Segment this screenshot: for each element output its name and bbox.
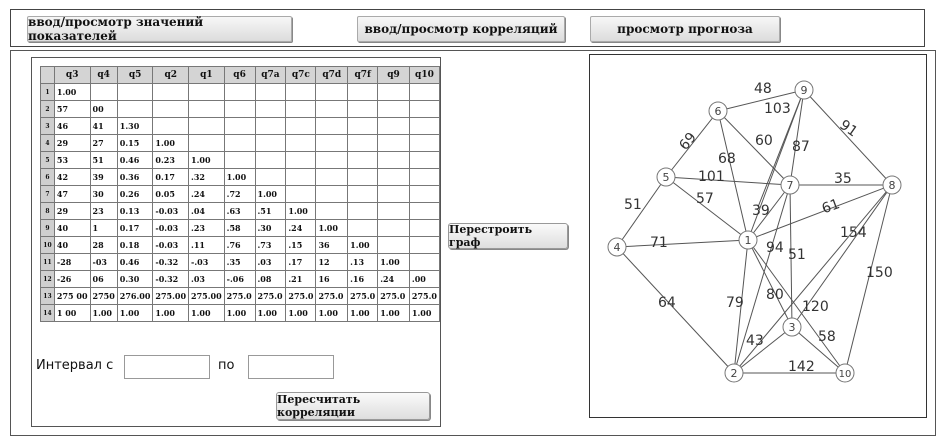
tab-indicator-values[interactable]: ввод/просмотр значений показателей bbox=[27, 16, 292, 42]
table-cell[interactable]: .04 bbox=[189, 203, 225, 220]
table-cell[interactable]: .16 bbox=[348, 271, 378, 288]
table-cell[interactable]: -.03 bbox=[189, 254, 225, 271]
node-label: 6 bbox=[714, 105, 722, 118]
table-cell[interactable]: 36 bbox=[316, 237, 348, 254]
table-cell[interactable]: .63 bbox=[224, 203, 255, 220]
interval-to-input[interactable] bbox=[248, 355, 334, 379]
edge-label: 57 bbox=[696, 191, 714, 207]
table-row bbox=[41, 203, 440, 220]
row-header[interactable]: 3 bbox=[41, 118, 55, 135]
column-header[interactable]: q7d bbox=[316, 67, 348, 84]
edge-label: 80 bbox=[766, 287, 784, 303]
row-header[interactable]: 1 bbox=[41, 84, 55, 101]
edge-label: 150 bbox=[866, 265, 893, 281]
table-cell[interactable] bbox=[316, 203, 348, 220]
table-cell[interactable]: 1.30 bbox=[117, 118, 153, 135]
graph-node-6[interactable] bbox=[709, 102, 727, 120]
table-cell[interactable] bbox=[286, 84, 316, 101]
table-cell[interactable]: 1.00 bbox=[90, 305, 117, 322]
column-header[interactable]: q5 bbox=[117, 67, 153, 84]
table-cell[interactable] bbox=[409, 152, 439, 169]
row-header[interactable]: 10 bbox=[41, 237, 55, 254]
table-row bbox=[41, 101, 440, 118]
table-cell[interactable]: 1.00 bbox=[286, 305, 316, 322]
table-cell[interactable] bbox=[255, 101, 286, 118]
table-cell[interactable]: 1.00 bbox=[348, 305, 378, 322]
table-cell[interactable]: 0.46 bbox=[117, 152, 153, 169]
node-label: 2 bbox=[730, 367, 738, 380]
table-cell[interactable]: -0.03 bbox=[153, 237, 189, 254]
table-row bbox=[41, 186, 440, 203]
table-cell[interactable] bbox=[409, 169, 439, 186]
table-cell[interactable]: .32 bbox=[189, 169, 225, 186]
table-cell[interactable]: 275.0 bbox=[348, 288, 378, 305]
graph-node-10[interactable] bbox=[836, 364, 854, 382]
row-header[interactable]: 14 bbox=[41, 305, 55, 322]
table-cell[interactable]: -0.32 bbox=[153, 271, 189, 288]
table-cell[interactable]: 47 bbox=[54, 186, 90, 203]
edge-label: 61 bbox=[819, 196, 842, 218]
table-cell[interactable] bbox=[378, 152, 410, 169]
table-cell[interactable]: 41 bbox=[90, 118, 117, 135]
table-cell[interactable]: 1 bbox=[90, 220, 117, 237]
table-cell[interactable] bbox=[348, 118, 378, 135]
column-header[interactable]: q1 bbox=[189, 67, 225, 84]
table-cell[interactable] bbox=[90, 84, 117, 101]
table-cell[interactable] bbox=[409, 237, 439, 254]
node-label: 5 bbox=[662, 171, 670, 184]
table-cell[interactable]: 0.05 bbox=[153, 186, 189, 203]
table-row bbox=[41, 118, 440, 135]
table-cell[interactable]: 275.0 bbox=[224, 288, 255, 305]
edge-6-7 bbox=[718, 111, 790, 185]
table-cell[interactable]: 1.00 bbox=[286, 203, 316, 220]
table-row bbox=[41, 135, 440, 152]
column-header[interactable]: q7c bbox=[286, 67, 316, 84]
table-cell[interactable]: 1.00 bbox=[189, 152, 225, 169]
edge-label: 91 bbox=[836, 117, 861, 141]
edge-label: 48 bbox=[754, 81, 772, 97]
table-cell[interactable]: .03 bbox=[189, 271, 225, 288]
main-panel bbox=[10, 50, 936, 436]
row-header[interactable]: 2 bbox=[41, 101, 55, 118]
edge-label: 51 bbox=[624, 197, 642, 213]
table-cell[interactable]: -.06 bbox=[224, 271, 255, 288]
edge-label: 68 bbox=[718, 151, 736, 167]
table-cell[interactable] bbox=[348, 186, 378, 203]
table-cell[interactable]: 1.00 bbox=[153, 305, 189, 322]
table-cell[interactable] bbox=[378, 84, 410, 101]
correlation-panel bbox=[31, 57, 441, 427]
table-cell[interactable] bbox=[286, 169, 316, 186]
edge-label: 69 bbox=[676, 129, 700, 154]
node-label: 3 bbox=[788, 321, 796, 334]
table-cell[interactable] bbox=[378, 220, 410, 237]
table-cell[interactable] bbox=[255, 84, 286, 101]
table-cell[interactable]: 42 bbox=[54, 169, 90, 186]
table-row bbox=[41, 254, 440, 271]
table-cell[interactable] bbox=[189, 135, 225, 152]
edge-label: 120 bbox=[802, 299, 829, 315]
table-cell[interactable] bbox=[378, 135, 410, 152]
edge-label: 43 bbox=[746, 333, 764, 349]
table-cell[interactable]: 1.00 bbox=[224, 305, 255, 322]
table-cell[interactable] bbox=[286, 101, 316, 118]
table-cell[interactable] bbox=[316, 135, 348, 152]
table-cell[interactable]: 1.00 bbox=[378, 305, 410, 322]
table-cell[interactable]: 275.00 bbox=[153, 288, 189, 305]
table-row bbox=[41, 152, 440, 169]
edge-labels bbox=[624, 81, 893, 375]
table-cell[interactable]: 1.00 bbox=[255, 305, 286, 322]
table-cell[interactable] bbox=[348, 84, 378, 101]
table-cell[interactable]: .24 bbox=[189, 186, 225, 203]
graph-node-1[interactable] bbox=[739, 231, 757, 249]
table-cell[interactable]: -26 bbox=[54, 271, 90, 288]
table-cell[interactable]: 23 bbox=[90, 203, 117, 220]
table-cell[interactable]: 275.0 bbox=[286, 288, 316, 305]
table-row bbox=[41, 169, 440, 186]
column-header[interactable]: q7f bbox=[348, 67, 378, 84]
column-header[interactable]: q7a bbox=[255, 67, 286, 84]
edge-label: 39 bbox=[752, 203, 770, 219]
table-cell[interactable] bbox=[378, 169, 410, 186]
table-cell[interactable] bbox=[409, 101, 439, 118]
table-cell[interactable] bbox=[316, 152, 348, 169]
table-cell[interactable]: 28 bbox=[90, 237, 117, 254]
table-cell[interactable]: 51 bbox=[90, 152, 117, 169]
edge-label: 51 bbox=[788, 247, 806, 263]
tab-forecast[interactable]: просмотр прогноза bbox=[590, 16, 780, 42]
table-cell[interactable] bbox=[255, 118, 286, 135]
node-label: 9 bbox=[800, 84, 808, 97]
table-cell[interactable] bbox=[409, 186, 439, 203]
column-header[interactable]: q6 bbox=[224, 67, 255, 84]
table-cell[interactable] bbox=[286, 118, 316, 135]
edge-label: 64 bbox=[658, 295, 676, 311]
table-cell[interactable]: 16 bbox=[316, 271, 348, 288]
table-cell[interactable] bbox=[224, 152, 255, 169]
rebuild-graph-button[interactable]: Перестроить граф bbox=[448, 223, 568, 249]
row-header[interactable]: 13 bbox=[41, 288, 55, 305]
table-cell[interactable]: 1.00 bbox=[224, 169, 255, 186]
table-cell[interactable]: 0.17 bbox=[153, 169, 189, 186]
table-cell[interactable] bbox=[378, 101, 410, 118]
table-cell[interactable] bbox=[348, 135, 378, 152]
table-cell[interactable]: .00 bbox=[409, 271, 439, 288]
table-cell[interactable] bbox=[153, 118, 189, 135]
table-cell[interactable]: .24 bbox=[378, 271, 410, 288]
table-cell[interactable]: 0.15 bbox=[117, 135, 153, 152]
table-cell[interactable]: .21 bbox=[286, 271, 316, 288]
table-cell[interactable] bbox=[378, 237, 410, 254]
column-header[interactable]: q2 bbox=[153, 67, 189, 84]
interval-to-label: по bbox=[218, 358, 235, 373]
column-header[interactable]: q10 bbox=[409, 67, 439, 84]
table-cell[interactable]: .76 bbox=[224, 237, 255, 254]
table-cell[interactable]: .13 bbox=[348, 254, 378, 271]
table-cell[interactable]: 0.17 bbox=[117, 220, 153, 237]
edge-9-7 bbox=[790, 90, 804, 185]
table-cell[interactable]: 06 bbox=[90, 271, 117, 288]
table-cell[interactable]: 1.00 bbox=[378, 254, 410, 271]
table-cell[interactable]: 275.0 bbox=[255, 288, 286, 305]
table-cell[interactable] bbox=[409, 135, 439, 152]
column-header[interactable]: q9 bbox=[378, 67, 410, 84]
table-cell[interactable] bbox=[348, 101, 378, 118]
row-header[interactable]: 11 bbox=[41, 254, 55, 271]
recalc-correlations-button[interactable]: Пересчитать корреляции bbox=[276, 392, 430, 420]
table-cell[interactable]: 1.00 bbox=[117, 305, 153, 322]
graph-node-2[interactable] bbox=[725, 364, 743, 382]
tab-correlations[interactable]: ввод/просмотр корреляций bbox=[357, 16, 565, 42]
table-cell[interactable]: .17 bbox=[286, 254, 316, 271]
table-cell[interactable] bbox=[378, 118, 410, 135]
table-cell[interactable] bbox=[189, 84, 225, 101]
table-cell[interactable]: 275 00 bbox=[54, 288, 90, 305]
table-cell[interactable]: 1.00 bbox=[54, 84, 90, 101]
row-header[interactable]: 5 bbox=[41, 152, 55, 169]
table-cell[interactable]: .03 bbox=[255, 254, 286, 271]
table-cell[interactable]: 1.00 bbox=[348, 237, 378, 254]
table-cell[interactable] bbox=[409, 254, 439, 271]
graph-node-4[interactable] bbox=[608, 238, 626, 256]
row-header[interactable]: 7 bbox=[41, 186, 55, 203]
top-toolbar bbox=[10, 9, 925, 47]
table-cell[interactable] bbox=[153, 84, 189, 101]
table-cell[interactable] bbox=[348, 169, 378, 186]
column-header[interactable]: q3 bbox=[54, 67, 90, 84]
table-cell[interactable] bbox=[316, 169, 348, 186]
table-cell[interactable]: 00 bbox=[90, 101, 117, 118]
table-cell[interactable]: .23 bbox=[189, 220, 225, 237]
table-row bbox=[41, 288, 440, 305]
table-cell[interactable]: 0.13 bbox=[117, 203, 153, 220]
table-cell[interactable]: -0.32 bbox=[153, 254, 189, 271]
table-cell[interactable]: 0.30 bbox=[117, 271, 153, 288]
table-row bbox=[41, 84, 440, 101]
table-cell[interactable]: 1.00 bbox=[255, 186, 286, 203]
table-cell[interactable]: 0.46 bbox=[117, 254, 153, 271]
interval-from-label: Интервал с bbox=[36, 358, 114, 373]
table-cell[interactable]: 1.00 bbox=[153, 135, 189, 152]
table-cell[interactable]: 1.00 bbox=[316, 220, 348, 237]
correlation-table[interactable] bbox=[40, 66, 440, 322]
table-cell[interactable]: 1.00 bbox=[409, 305, 439, 322]
table-cell[interactable] bbox=[286, 135, 316, 152]
table-cell[interactable] bbox=[348, 203, 378, 220]
table-row bbox=[41, 305, 440, 322]
table-cell[interactable] bbox=[117, 84, 153, 101]
table-cell[interactable]: -0.03 bbox=[153, 220, 189, 237]
table-cell[interactable] bbox=[255, 135, 286, 152]
table-cell[interactable]: -03 bbox=[90, 254, 117, 271]
table-cell[interactable]: .30 bbox=[255, 220, 286, 237]
table-cell[interactable] bbox=[224, 101, 255, 118]
table-cell[interactable]: 53 bbox=[54, 152, 90, 169]
graph-node-5[interactable] bbox=[657, 168, 675, 186]
table-cell[interactable]: .72 bbox=[224, 186, 255, 203]
graph-node-7[interactable] bbox=[781, 176, 799, 194]
table-cell[interactable] bbox=[286, 186, 316, 203]
table-cell[interactable]: .24 bbox=[286, 220, 316, 237]
table-cell[interactable] bbox=[117, 101, 153, 118]
table-cell[interactable] bbox=[224, 84, 255, 101]
table-cell[interactable] bbox=[255, 152, 286, 169]
table-cell[interactable]: 275.00 bbox=[189, 288, 225, 305]
table-cell[interactable] bbox=[286, 152, 316, 169]
edge-label: 35 bbox=[834, 171, 852, 187]
graph-node-9[interactable] bbox=[795, 81, 813, 99]
table-cell[interactable]: 0.23 bbox=[153, 152, 189, 169]
edge-label: 154 bbox=[840, 225, 867, 241]
row-header[interactable]: 8 bbox=[41, 203, 55, 220]
table-cell[interactable]: 29 bbox=[54, 203, 90, 220]
table-cell[interactable]: 40 bbox=[54, 220, 90, 237]
table-cell[interactable] bbox=[153, 101, 189, 118]
node-label: 10 bbox=[838, 369, 852, 380]
edge-label: 58 bbox=[818, 329, 836, 345]
table-cell[interactable]: 275.0 bbox=[316, 288, 348, 305]
table-cell[interactable]: 46 bbox=[54, 118, 90, 135]
graph-node-8[interactable] bbox=[883, 176, 901, 194]
row-header[interactable]: 4 bbox=[41, 135, 55, 152]
table-cell[interactable] bbox=[348, 220, 378, 237]
table-cell[interactable] bbox=[224, 135, 255, 152]
row-header[interactable]: 6 bbox=[41, 169, 55, 186]
table-cell[interactable]: 0.18 bbox=[117, 237, 153, 254]
table-cell[interactable]: 2750 bbox=[90, 288, 117, 305]
interval-from-input[interactable] bbox=[124, 355, 210, 379]
table-cell[interactable]: .51 bbox=[255, 203, 286, 220]
table-cell[interactable] bbox=[316, 186, 348, 203]
node-label: 4 bbox=[613, 241, 621, 254]
table-cell[interactable]: 276.00 bbox=[117, 288, 153, 305]
table-cell[interactable] bbox=[409, 220, 439, 237]
row-header[interactable]: 12 bbox=[41, 271, 55, 288]
table-cell[interactable] bbox=[378, 203, 410, 220]
table-row bbox=[41, 271, 440, 288]
correlation-graph bbox=[590, 55, 926, 417]
table-cell[interactable] bbox=[409, 118, 439, 135]
table-row bbox=[41, 237, 440, 254]
table-cell[interactable]: -0.03 bbox=[153, 203, 189, 220]
table-cell[interactable]: 0.36 bbox=[117, 169, 153, 186]
table-cell[interactable]: 29 bbox=[54, 135, 90, 152]
edge-4-1 bbox=[617, 240, 748, 247]
table-cell[interactable] bbox=[255, 169, 286, 186]
edge-label: 94 bbox=[766, 240, 784, 256]
graph-node-3[interactable] bbox=[783, 318, 801, 336]
row-header[interactable]: 9 bbox=[41, 220, 55, 237]
table-cell[interactable] bbox=[348, 152, 378, 169]
table-cell[interactable]: .73 bbox=[255, 237, 286, 254]
table-cell[interactable]: 40 bbox=[54, 237, 90, 254]
table-cell[interactable]: 1.00 bbox=[189, 305, 225, 322]
column-header[interactable]: q4 bbox=[90, 67, 117, 84]
edge-label: 87 bbox=[792, 139, 810, 155]
table-cell[interactable] bbox=[316, 101, 348, 118]
edge-label: 101 bbox=[698, 169, 725, 185]
graph-panel bbox=[589, 54, 927, 418]
table-cell[interactable]: -28 bbox=[54, 254, 90, 271]
table-cell[interactable] bbox=[316, 118, 348, 135]
table-cell[interactable]: 27 bbox=[90, 135, 117, 152]
table-cell[interactable] bbox=[189, 118, 225, 135]
edge-label: 60 bbox=[755, 133, 773, 149]
table-row bbox=[41, 220, 440, 237]
table-cell[interactable]: 0.26 bbox=[117, 186, 153, 203]
table-cell[interactable]: 57 bbox=[54, 101, 90, 118]
table-cell[interactable]: 39 bbox=[90, 169, 117, 186]
node-label: 8 bbox=[888, 179, 896, 192]
table-cell[interactable]: 275.0 bbox=[409, 288, 439, 305]
edge-label: 79 bbox=[726, 295, 744, 311]
node-label: 7 bbox=[786, 179, 794, 192]
table-cell[interactable] bbox=[409, 203, 439, 220]
table-cell[interactable]: 1 00 bbox=[54, 305, 90, 322]
table-cell[interactable] bbox=[224, 118, 255, 135]
table-cell[interactable] bbox=[409, 84, 439, 101]
table-cell[interactable] bbox=[189, 101, 225, 118]
table-cell[interactable]: 1.00 bbox=[316, 305, 348, 322]
table-cell[interactable]: .35 bbox=[224, 254, 255, 271]
table-cell[interactable]: .58 bbox=[224, 220, 255, 237]
edge-label: 71 bbox=[650, 235, 668, 251]
table-cell[interactable]: 12 bbox=[316, 254, 348, 271]
table-cell[interactable]: 30 bbox=[90, 186, 117, 203]
table-cell[interactable] bbox=[316, 84, 348, 101]
table-cell[interactable]: .11 bbox=[189, 237, 225, 254]
table-cell[interactable]: .15 bbox=[286, 237, 316, 254]
table-cell[interactable]: 275.0 bbox=[378, 288, 410, 305]
table-cell[interactable] bbox=[378, 186, 410, 203]
edge-label: 142 bbox=[788, 359, 815, 375]
edge-label: 103 bbox=[764, 101, 791, 117]
node-label: 1 bbox=[744, 234, 752, 247]
table-corner bbox=[41, 67, 55, 84]
table-cell[interactable]: .08 bbox=[255, 271, 286, 288]
